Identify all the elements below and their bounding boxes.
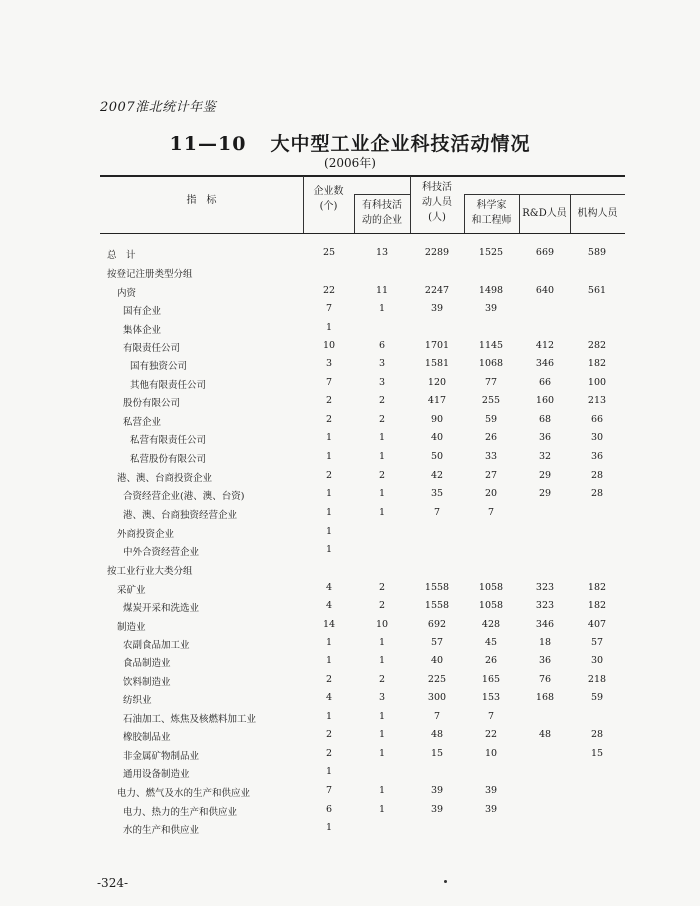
cell-with-activity: 2 (378, 600, 386, 611)
cell-scientists: 59 (484, 414, 498, 425)
cell-enterprises: 7 (325, 785, 333, 796)
cell-personnel: 39 (430, 804, 444, 815)
cell-institution: 282 (587, 340, 607, 351)
row-label: 内资 (117, 288, 137, 299)
cell-with-activity: 1 (378, 432, 386, 443)
cell-enterprises: 22 (322, 285, 336, 296)
cell-institution: 30 (590, 655, 604, 666)
cell-personnel: 225 (427, 674, 447, 685)
table-row (0, 395, 700, 413)
row-label: 港、澳、台商独资经营企业 (123, 510, 238, 521)
table-row (0, 822, 700, 840)
cell-with-activity: 3 (378, 358, 386, 369)
cell-institution: 182 (587, 358, 607, 369)
cell-rd: 669 (535, 247, 555, 258)
table-row (0, 637, 700, 655)
cell-scientists: 1058 (478, 582, 504, 593)
cell-enterprises: 1 (325, 655, 333, 666)
header-enterprises (303, 184, 354, 214)
table-row (0, 711, 700, 729)
header-personnel-line1: 科技活 (422, 182, 452, 193)
row-label: 农副食品加工业 (123, 640, 190, 651)
table-title-text: 大中型工业企业科技活动情况 (270, 133, 531, 155)
header-indicator: 指 标 (186, 195, 217, 206)
cell-with-activity: 1 (378, 804, 386, 815)
cell-personnel: 40 (430, 655, 444, 666)
cell-rd: 66 (538, 377, 552, 388)
cell-institution: 407 (587, 619, 607, 630)
row-label: 饮料制造业 (123, 677, 171, 688)
cell-enterprises: 2 (325, 395, 333, 406)
header-scientists (464, 198, 519, 228)
cell-with-activity: 1 (378, 303, 386, 314)
cell-personnel: 2289 (424, 247, 450, 258)
cell-enterprises: 7 (325, 377, 333, 388)
cell-scientists: 33 (484, 451, 498, 462)
header-personnel-unit: (人) (428, 212, 446, 223)
cell-institution: 218 (587, 674, 607, 685)
table-row (0, 655, 700, 673)
row-label: 水的生产和供应业 (123, 825, 200, 836)
row-label: 有限责任公司 (123, 343, 181, 354)
page-number: -324- (97, 876, 129, 890)
cell-institution: 36 (590, 451, 604, 462)
header-subrule (354, 194, 410, 195)
cell-personnel: 15 (430, 748, 444, 759)
cell-rd: 32 (538, 451, 552, 462)
cell-scientists: 1058 (478, 600, 504, 611)
row-label: 总 计 (107, 250, 136, 261)
cell-enterprises: 1 (325, 507, 333, 518)
row-label: 港、澳、台商投资企业 (117, 473, 213, 484)
cell-personnel: 120 (427, 377, 447, 388)
cell-enterprises: 2 (325, 748, 333, 759)
cell-personnel: 692 (427, 619, 447, 630)
cell-rd: 168 (535, 692, 555, 703)
cell-personnel: 1558 (424, 600, 450, 611)
cell-personnel: 7 (433, 711, 441, 722)
cell-scientists: 27 (484, 470, 498, 481)
cell-scientists: 428 (481, 619, 501, 630)
cell-rd: 76 (538, 674, 552, 685)
cell-institution: 100 (587, 377, 607, 388)
cell-enterprises: 1 (325, 711, 333, 722)
table-row (0, 600, 700, 618)
row-label: 按工业行业大类分组 (107, 566, 193, 577)
cell-rd: 160 (535, 395, 555, 406)
row-label: 私营有限责任公司 (130, 435, 207, 446)
cell-with-activity: 1 (378, 748, 386, 759)
row-label: 电力、燃气及水的生产和供应业 (117, 788, 251, 799)
header-enterprises-label: 企业数 (313, 186, 344, 197)
table-row (0, 432, 700, 450)
cell-with-activity: 1 (378, 655, 386, 666)
table-subtitle: (2006年) (324, 156, 376, 170)
cell-scientists: 1525 (478, 247, 504, 258)
cell-enterprises: 25 (322, 247, 336, 258)
table-row (0, 488, 700, 506)
cell-with-activity: 2 (378, 395, 386, 406)
cell-enterprises: 10 (322, 340, 336, 351)
cell-personnel: 7 (433, 507, 441, 518)
header-institution: 机构人员 (577, 208, 618, 219)
cell-enterprises: 1 (325, 822, 333, 833)
cell-personnel: 42 (430, 470, 444, 481)
cell-scientists: 20 (484, 488, 498, 499)
row-label: 纺织业 (123, 695, 152, 706)
row-label: 其他有限责任公司 (130, 380, 207, 391)
cell-rd: 412 (535, 340, 555, 351)
cell-personnel: 90 (430, 414, 444, 425)
table-row (0, 340, 700, 358)
cell-with-activity: 6 (378, 340, 386, 351)
cell-with-activity: 1 (378, 507, 386, 518)
cell-personnel: 50 (430, 451, 444, 462)
row-label: 非金属矿物制品业 (123, 751, 200, 762)
header-with-activity-line2: 动的企业 (362, 215, 402, 226)
cell-institution: 30 (590, 432, 604, 443)
cell-with-activity: 1 (378, 729, 386, 740)
top-rule (100, 175, 625, 177)
cell-with-activity: 1 (378, 451, 386, 462)
cell-with-activity: 11 (375, 285, 389, 296)
cell-with-activity: 1 (378, 637, 386, 648)
cell-personnel: 1558 (424, 582, 450, 593)
cell-scientists: 10 (484, 748, 498, 759)
cell-with-activity: 2 (378, 470, 386, 481)
cell-enterprises: 4 (325, 600, 333, 611)
cell-with-activity: 3 (378, 692, 386, 703)
cell-personnel: 39 (430, 303, 444, 314)
cell-personnel: 39 (430, 785, 444, 796)
cell-enterprises: 2 (325, 729, 333, 740)
cell-enterprises: 2 (325, 674, 333, 685)
table-row (0, 470, 700, 488)
cell-enterprises: 2 (325, 414, 333, 425)
cell-rd: 346 (535, 358, 555, 369)
cell-rd: 36 (538, 655, 552, 666)
cell-institution: 28 (590, 488, 604, 499)
row-label: 股份有限公司 (123, 398, 181, 409)
row-label: 采矿业 (117, 585, 146, 596)
cell-enterprises: 1 (325, 432, 333, 443)
cell-with-activity: 1 (378, 785, 386, 796)
cell-institution: 589 (587, 247, 607, 258)
cell-enterprises: 4 (325, 692, 333, 703)
row-label: 石油加工、炼焦及核燃料加工业 (123, 714, 257, 725)
cell-institution: 57 (590, 637, 604, 648)
row-label: 煤炭开采和洗选业 (123, 603, 200, 614)
row-label: 制造业 (117, 622, 146, 633)
cell-enterprises: 1 (325, 766, 333, 777)
table-row (0, 247, 700, 265)
cell-personnel: 2247 (424, 285, 450, 296)
table-row (0, 785, 700, 803)
cell-enterprises: 2 (325, 470, 333, 481)
row-label: 私营企业 (123, 417, 162, 428)
cell-enterprises: 1 (325, 451, 333, 462)
cell-enterprises: 14 (322, 619, 336, 630)
cell-enterprises: 1 (325, 488, 333, 499)
header-bottom-rule (100, 233, 625, 234)
cell-scientists: 1498 (478, 285, 504, 296)
row-label: 国有独资公司 (130, 361, 188, 372)
row-label: 食品制造业 (123, 658, 171, 669)
table-row (0, 766, 700, 784)
cell-scientists: 77 (484, 377, 498, 388)
row-label: 电力、热力的生产和供应业 (123, 807, 238, 818)
cell-institution: 182 (587, 582, 607, 593)
header-enterprises-unit: (个) (319, 201, 338, 212)
cell-enterprises: 1 (325, 526, 333, 537)
cell-institution: 66 (590, 414, 604, 425)
row-label: 橡胶制品业 (123, 732, 171, 743)
cell-scientists: 7 (487, 507, 495, 518)
cell-scientists: 1145 (478, 340, 504, 351)
table-row (0, 285, 700, 303)
table-title (0, 129, 700, 156)
cell-institution: 182 (587, 600, 607, 611)
cell-scientists: 7 (487, 711, 495, 722)
cell-rd: 323 (535, 600, 555, 611)
cell-enterprises: 4 (325, 582, 333, 593)
cell-rd: 346 (535, 619, 555, 630)
header-personnel (410, 180, 464, 225)
header-scientists-line1: 科学家 (476, 200, 507, 211)
header-rd: R&D人员 (522, 208, 567, 219)
row-label: 合资经营企业(港、澳、台资) (123, 491, 245, 502)
cell-institution: 28 (590, 729, 604, 740)
cell-rd: 18 (538, 637, 552, 648)
cell-scientists: 26 (484, 655, 498, 666)
cell-personnel: 1701 (424, 340, 450, 351)
table-row (0, 582, 700, 600)
running-head: 2007淮北统计年鉴 (100, 100, 217, 115)
cell-scientists: 45 (484, 637, 498, 648)
table-row (0, 377, 700, 395)
table-row (0, 544, 700, 562)
cell-scientists: 1068 (478, 358, 504, 369)
table-row (0, 358, 700, 376)
cell-with-activity: 3 (378, 377, 386, 388)
cell-rd: 36 (538, 432, 552, 443)
table-row (0, 451, 700, 469)
table-row (0, 526, 700, 544)
cell-personnel: 1581 (424, 358, 450, 369)
cell-rd: 323 (535, 582, 555, 593)
table-row (0, 729, 700, 747)
cell-enterprises: 7 (325, 303, 333, 314)
cell-with-activity: 2 (378, 582, 386, 593)
table-row (0, 303, 700, 321)
table-row (0, 692, 700, 710)
row-label: 国有企业 (123, 306, 162, 317)
header-with-activity (354, 198, 410, 228)
cell-institution: 213 (587, 395, 607, 406)
header-scientists-line2: 和工程师 (471, 215, 512, 226)
table-row (0, 266, 700, 284)
cell-scientists: 165 (481, 674, 501, 685)
header-subrule (464, 194, 625, 195)
cell-personnel: 417 (427, 395, 447, 406)
cell-scientists: 39 (484, 804, 498, 815)
cell-with-activity: 10 (375, 619, 389, 630)
cell-personnel: 57 (430, 637, 444, 648)
row-label: 集体企业 (123, 325, 162, 336)
cell-rd: 29 (538, 470, 552, 481)
cell-rd: 68 (538, 414, 552, 425)
table-row (0, 619, 700, 637)
cell-scientists: 255 (481, 395, 501, 406)
cell-with-activity: 13 (375, 247, 389, 258)
cell-rd: 640 (535, 285, 555, 296)
table-row (0, 674, 700, 692)
table-row (0, 563, 700, 581)
header-with-activity-line1: 有科技活 (362, 200, 402, 211)
cell-enterprises: 3 (325, 358, 333, 369)
table-row (0, 748, 700, 766)
row-label: 按登记注册类型分组 (107, 269, 193, 280)
cell-scientists: 22 (484, 729, 498, 740)
row-label: 外商投资企业 (117, 529, 175, 540)
cell-personnel: 300 (427, 692, 447, 703)
header-personnel-line2: 动人员 (422, 197, 452, 208)
cell-personnel: 40 (430, 432, 444, 443)
cell-with-activity: 1 (378, 711, 386, 722)
cell-with-activity: 1 (378, 488, 386, 499)
row-label: 私营股份有限公司 (130, 454, 207, 465)
cell-scientists: 39 (484, 785, 498, 796)
row-label: 通用设备制造业 (123, 769, 190, 780)
table-row (0, 507, 700, 525)
cell-enterprises: 1 (325, 637, 333, 648)
cell-enterprises: 6 (325, 804, 333, 815)
row-label: 中外合资经营企业 (123, 547, 200, 558)
table-row (0, 322, 700, 340)
cell-institution: 28 (590, 470, 604, 481)
cell-personnel: 35 (430, 488, 444, 499)
cell-enterprises: 1 (325, 322, 333, 333)
table-row (0, 804, 700, 822)
cell-personnel: 48 (430, 729, 444, 740)
cell-enterprises: 1 (325, 544, 333, 555)
cell-with-activity: 2 (378, 414, 386, 425)
cell-with-activity: 2 (378, 674, 386, 685)
cell-scientists: 39 (484, 303, 498, 314)
cell-institution: 15 (590, 748, 604, 759)
cell-rd: 48 (538, 729, 552, 740)
print-dot (444, 880, 447, 883)
table-row (0, 414, 700, 432)
cell-institution: 561 (587, 285, 607, 296)
cell-institution: 59 (590, 692, 604, 703)
table-number: 11—10 (169, 133, 247, 155)
cell-scientists: 153 (481, 692, 501, 703)
cell-scientists: 26 (484, 432, 498, 443)
cell-rd: 29 (538, 488, 552, 499)
